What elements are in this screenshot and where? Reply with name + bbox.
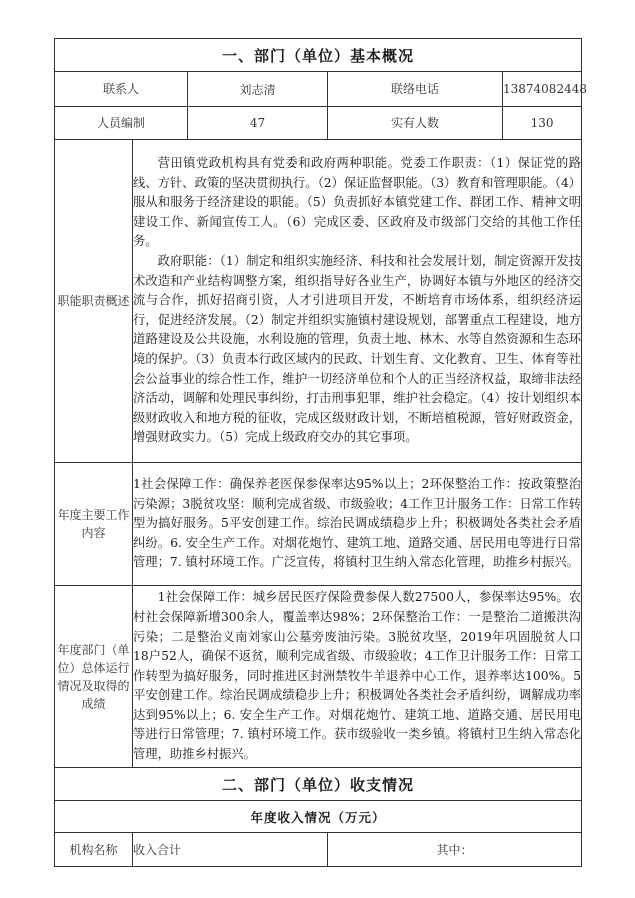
annual-tasks-label: 年度主要工作内容 bbox=[55, 463, 133, 586]
duties-content bbox=[133, 140, 582, 463]
basic-info-form bbox=[54, 38, 587, 867]
government-duties-paragraph: 政府职能：（1）制定和组织实施经济、科技和社会发展计划，制定资源开发技术改造和产业结构调整方案，组织指导好各业生产，协调好本镇与外地区的经济交流与合作，抓好招商引资，人才引进项目开发，不断培育市场体系，组织经济运行，促进经济发展。（2）制定并组织实施镇村建设规划，部署重点工程建设，地方道路建设及公共设施，水利设施的管理，负责土地、林木、水等自然资源和生态环境的保护。（3）负责本行政区域内的民政、计划生育、文化教育、卫生、体育等社会公益事业的综合性工作，维护一切经济单位和个人的正当经济权益，取缔非法经济活动，调解和处理民事纠纷，打击刑事犯罪，维护社会稳定。（4）按计划组织本级财政收入和地方税的征收，完成区级财政计划，不断培植税源，管好财政资金，增强财政实力。（5）完成上级政府交办的其它事项。 bbox=[133, 254, 582, 445]
of-which-label: 其中： bbox=[328, 833, 582, 867]
performance-content: 1社会保障工作：城乡居民医疗保险费参保人数27500人，参保率达95%。农村社会保障新增300余人，覆盖率达98%；2环保整治工作：一是整治二道搬洪沟污染；二是整治义南刘家山公墓旁废油污染。3脱贫攻坚，2019年巩固脱贫人口18户52人，确保不返贫，顺利完成省级、市级验收；4工作卫计服务工作：日常工作转型为搞好服务，同时推进区封洲禁牧牛羊退养中心工作，退养率达100%。5平安创建工作。综治民调成绩稳步上升；积极调处各类社会矛盾纠纷，调解成功率达到95%以上；6. 安全生产工作。对烟花炮竹、建筑工地、道路交通、居民用电等进行日常管理；7. 镇村环境工作。获市级验收一类乡镇。将镇村卫生纳入常态化管理，助推乡村振兴。 bbox=[133, 586, 582, 768]
contact-value: 刘志清 bbox=[188, 72, 328, 107]
phone-label: 联络电话 bbox=[328, 72, 503, 107]
annual-income-title: 年度收入情况（万元） bbox=[55, 801, 582, 833]
performance-label: 年度部门（单位）总体运行情况及取得的成绩 bbox=[55, 586, 133, 768]
phone-value: 13874082448 bbox=[503, 72, 582, 107]
section-title-income-expenditure: 二、部门（单位）收支情况 bbox=[55, 768, 582, 801]
org-name-label: 机构名称 bbox=[55, 833, 133, 867]
section-title-basic-overview: 一、部门（单位）基本概况 bbox=[55, 39, 582, 72]
actual-staff-value: 130 bbox=[503, 107, 582, 140]
income-total-label: 收入合计 bbox=[133, 833, 328, 867]
staff-quota-label: 人员编制 bbox=[55, 107, 188, 140]
staff-quota-value: 47 bbox=[188, 107, 328, 140]
party-duties-paragraph: 营田镇党政机构具有党委和政府两种职能。党委工作职责：（1）保证党的路线、方针、政策的坚决贯彻执行。（2）保证监督职能。（3）教育和管理职能。（4）服从和服务于经济建设的职能。（5）负责抓好本镇党建工作、群团工作、精神文明建设工作、新闻宣传工人。（6）完成区委、区政府及市级部门交给的其他工作任务。 bbox=[133, 156, 582, 249]
duties-label: 职能职责概述 bbox=[55, 140, 133, 463]
actual-staff-label: 实有人数 bbox=[328, 107, 503, 140]
contact-label: 联系人 bbox=[55, 72, 188, 107]
annual-tasks-content: 1社会保障工作：确保养老医保参保率达95%以上；2环保整治工作：按政策整治污染源；3脱贫攻坚：顺利完成省级、市级验收；4工作卫计服务工作：日常工作转型为搞好服务。5平安创建工作。综治民调成绩稳步上升；积极调处各类社会矛盾纠纷。6. 安全生产工作。对烟花炮竹、建筑工地、道路交通、居民用电等进行日常管理；7. 镇村环境工作。广泛宣传，将镇村卫生纳入常态化管理，助推乡村振兴。 bbox=[133, 463, 582, 586]
